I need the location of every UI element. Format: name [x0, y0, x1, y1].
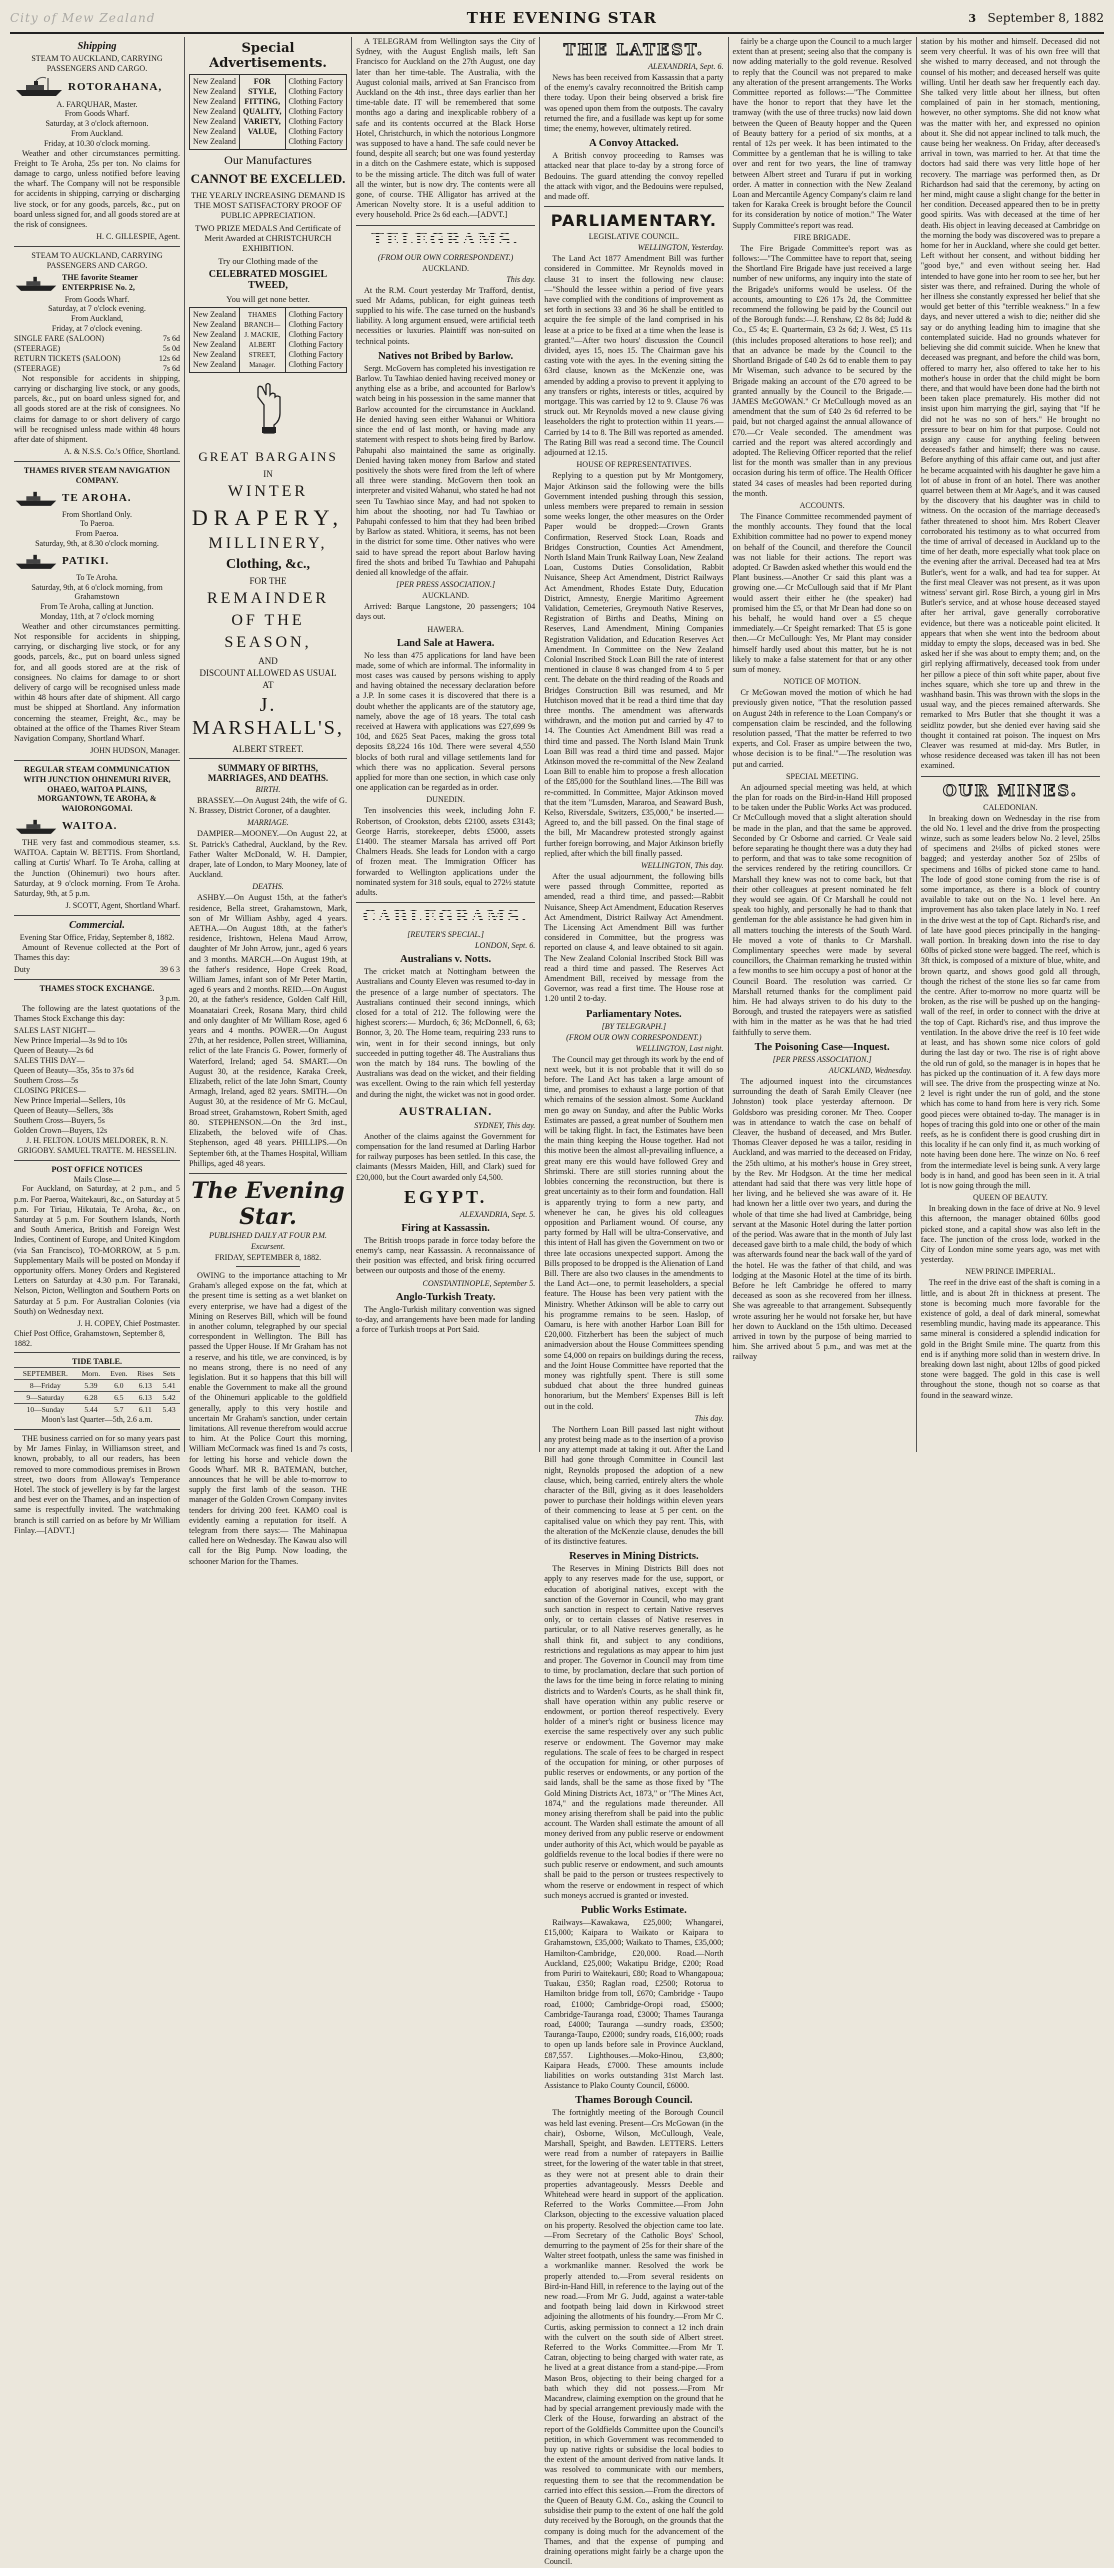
dunedin-dateline: DUNEDIN.	[426, 795, 465, 805]
ga-line: DISCOUNT ALLOWED AS USUAL	[199, 668, 337, 678]
ad1-ret: From Auckland.	[71, 128, 123, 138]
exchange-row: New Prince Imperial—Sellers, 10s	[14, 1096, 126, 1106]
ad4-manager: JOHN HUDSON, Manager.	[90, 746, 180, 756]
divider	[14, 1160, 180, 1161]
finlay-advert: THE business carried on for so many years past by Mr James Finlay, in Williamson street, and known, probably, to all our readers, has been removed to more commodious premises in Brown street, two doors from Alloway's Temperance Hotel. The stock of jewellery is by far the largest and best ever on the Thames, and an inspection of same is respectfully invited. The watchmaking branch is still carried on as before by Mr William Finlay.—[ADVT.]	[14, 1434, 180, 1535]
column-1	[10, 37, 185, 1535]
divider	[189, 1173, 347, 1174]
tide-title: TIDE TABLE.	[72, 1357, 122, 1367]
ad2-title: STEAM TO AUCKLAND, CARRYING PASSENGERS AND CARGO.	[31, 251, 163, 270]
ad2-agent: A. & N.S.S. Co.'s Office, Shortland.	[64, 447, 180, 457]
mosgiel-tweed: CELEBRATED MOSGIEL TWEED,	[208, 269, 328, 291]
exchange-row: CLOSING PRICES—	[14, 1086, 86, 1096]
cablegrams-heading: CABLEGRAMS.	[356, 907, 535, 927]
ad1-ship-row	[14, 76, 180, 98]
queen-of-beauty-heading: QUEEN OF BEAUTY.	[973, 1193, 1048, 1203]
tide-table	[14, 1367, 180, 1415]
house-heading: HOUSE OF REPRESENTATIVES.	[576, 460, 692, 470]
ga-line: J. MARSHALL'S,	[192, 694, 344, 739]
shipping-heading: Shipping	[77, 41, 117, 52]
alexandria-dateline: ALEXANDRIA, Sept. 5.	[459, 1209, 536, 1219]
deaths-heading: DEATHS.	[252, 882, 284, 892]
try-clothing: Try our Clothing made of the	[218, 256, 318, 266]
notice-heading: NOTICE OF MOTION.	[783, 677, 861, 687]
fare-row: SINGLE FARE (SALOON) 7s 6d	[14, 333, 180, 343]
ad1-ship: ROTORAHANA,	[68, 80, 163, 93]
marriage-heading: MARRIAGE.	[247, 818, 289, 828]
exchange-list	[14, 1026, 180, 1136]
ga-line: MILLINERY,	[208, 535, 328, 552]
divider	[14, 760, 180, 761]
house2-body: After the usual adjournment, the following bills were passed through Committee, reported as amended, read a third time, and passed:—Rabbit Nuisance, Sheep Act Amendment, Education Reserves Act Amendment, District Railway Act Amendment. The Licensing Act Amendment Bill was further considered in Committee, but the progress was reported on clause 4, and leave obtained to sit again. The New Zealand Colonial Inscribed Stock Bill was read a third time and passed. The Reserves Act Amendment Bill, received by message from the Governor, was read a first time. The House rose at 1.20 until 2 to-day.	[544, 872, 724, 1004]
ad3-from: From Shortland Only.	[62, 509, 132, 519]
ad1-agent: H. C. GILLESPIE, Agent.	[96, 232, 180, 242]
nz-left: New Zealand New Zealand New Zealand New Zealand New Zealand New Zealand	[193, 310, 236, 369]
post-body: For Auckland, on Saturday, at 2 p.m., and 5 p.m. For Paeroa, Waitekauri, &c., on Saturday at 5 p.m. For Tiriau, Hikutaia, Te Aroha, &c., on Saturday at 5 p.m. For Southern Islands, North and South America, British and Foreign West Indies, Continent of Europe, and United Kingdom (via San Francisco), TO-MORROW, at 5 p.m. Supplementary Mails will be posted on Monday if opportunity offers. Money Orders and Registered Letters on Saturday at 4.30 p.m. For Taranaki, Nelson, Picton, Wellington and Southern Ports on Saturday at 5 p.m. For Australian Colonies (via South) on Wednesday next.	[14, 1184, 180, 1316]
steamer-icon	[14, 816, 58, 836]
intro-notes: A TELEGRAM from Wellington says the City of Sydney, with the August English mails, left San Francisco for Auckland on the 27th August, one day later than her time-table. The Australia, with the August colonial mails, arrived at San Francisco from Auckland on the 4th inst., three days earlier than her time-table date. IT will be remembered that some months ago a daring and inexplicable robbery of a safe and its contents occurred at the Black Horse Hotel, Christchurch, in which the notorious Longmore was supposed to have a hand. The safe could never be found, despite all search; but one was found yesterday in a ditch on the Cashmere estate, which is supposed to be the missing article. The ditch was full of water all the winter, but is now dry. The contents were all gone, of course. THE Alligator has arrived at the American Novelty store. It is a useful addition to every household. Price 2s 6d each.—[ADVT.]	[356, 37, 536, 220]
divider	[14, 915, 180, 916]
column-5	[729, 37, 917, 1452]
exchange-row: SALES THIS DAY—	[14, 1056, 85, 1066]
ad4-to: To Te Aroha.	[76, 572, 118, 582]
steamer-icon	[14, 551, 58, 571]
auckland-body: At the R.M. Court yesterday Mr Trafford, dentist, sued Mr Adams, publican, for eight guineas teeth supplied to his wife. The case turned on the husband's liability. A long argument ensued, were artificial teeth necessities or luxuries. Plaintiff was non-suited on technical points.	[356, 285, 536, 346]
issue-date: September 8, 1882	[987, 11, 1104, 25]
poisoning-heading: The Poisoning Case—Inquest.	[754, 1041, 890, 1053]
auckland2-body: Arrived: Barque Langstone, 20 passengers; 104 days out.	[356, 602, 536, 622]
legislative-heading: LEGISLATIVE COUNCIL.	[588, 232, 679, 242]
hawera-dateline: HAWERA.	[427, 624, 464, 634]
ad4-ship: PATIKI.	[62, 554, 110, 567]
nz2-mid: THAMES BRANCH—J. MACKIE, ALBERT STREET, Manager.	[239, 308, 286, 372]
notice-body: Cr McGowan moved the motion of which he had previously given notice, "That the resolution passed on August 24th in reference to the Loan Company's or compensation claim be rescinded, and the following resolution passed, 'That the matter be referred to two experts, and Col. Fraser as umpire between the two, whose decision is to be final.'"—The resolution was put and carried.	[732, 688, 912, 769]
ga-line: Clothing, &c.,	[226, 557, 310, 572]
australian-body: Another of the claims against the Government for compensation for the land resumed at Darling Harbor for railway purposes has been settled. In this case, the claimants (Messrs Maiden, Hill, and Clark) sued for £20,000, but the Court awarded only £4,500.	[356, 1131, 536, 1182]
fire-brigade-body: The Fire Brigade Committee's report was as follows:—"The Committee have to report that, seeing the Shortland Fire Brigade have just received a large number of new uniforms, any inquiry into the state of the Brigade's uniforms would be useless. Of the accounts, amounting to £26 17s 2d, the Committee recommend the following be paid by the Council out of the Borough funds:—J. Renshaw, £2 8s 8d; Judd & Co., £5 4s; E. Quartermain, £3 2s 6d; J. West, £5 11s (this includes proposed alterations to hose reel); and that an advance be made by the Council to the Shortland Brigade of £40 2s 6d to enable them to pay Mr Wiseman, such advance to be secured by the Brigade making an account of the £70 agreed to be granted annually by the Council to the Brigade.—JAMES McGOWAN." Cr McCullough moved as an amendment that the sum of £40 2s 6d referred to be paid, but not charged against the annual allowance of £70.—Cr Veale seconded. The amendment was carried and the report was altered accordingly and adopted. The Relieving Officer reported that the relief list for the month was smaller than in any previous occasion during his term of office. The Health Officer stated 34 cases of measles had been reported during the month.	[732, 243, 912, 498]
ad3-ship-row	[14, 488, 180, 508]
birth-notice: BRASSEY.—On August 24th, the wife of G. N. Brassey, District Coroner, of a daughter.	[189, 796, 347, 816]
reuters-special: [REUTER'S SPECIAL.]	[407, 930, 485, 940]
star-sub: PUBLISHED DAILY AT FOUR P.M.	[209, 1230, 327, 1240]
ad1-from: From Goods Wharf.	[64, 109, 130, 119]
fit-line: You will get none better.	[226, 294, 310, 304]
latest-body: News has been received from Kassassin that a party of the enemy's cavalry reconnoitred the British camp there today. Upon their being observed a brisk fire was opened upon them from the outposts. The cavalry returned the fire, and a fusillade was kept up for some time; the enemy, however, ultimately retired.	[544, 73, 724, 134]
fare-row: RETURN TICKETS (SALOON) 12s 6d	[14, 353, 180, 363]
divider	[544, 206, 723, 207]
ad2-ship-row	[14, 273, 180, 293]
ga-line: DRAPERY,	[191, 505, 345, 530]
new-prince-heading: NEW PRINCE IMPERIAL.	[965, 1267, 1056, 1277]
by-telegraph: [BY TELEGRAPH.]	[601, 1021, 667, 1031]
ga-line: WINTER	[227, 483, 309, 500]
sydney-dateline: SYDNEY, This day.	[474, 1120, 536, 1130]
our-mines-heading: OUR MINES.	[942, 780, 1079, 800]
telegrams-sub: (FROM OUR OWN CORRESPONDENT.)	[377, 252, 514, 262]
wellington-dateline: WELLINGTON, Yesterday.	[637, 243, 724, 253]
pointing-hand-icon	[189, 383, 347, 439]
egypt-heading: EGYPT.	[404, 1186, 488, 1207]
ad2-body: Not responsible for accidents in shipping, carrying or discharging live stock, or any goods, parcels, &c., put on board unless signed for, and all goods stored are at the risk of consignees. No claims for damage to or short delivery of cargo will be recognised unless made within 48 hours after date of shipment.	[14, 373, 180, 444]
council-continued: fairly be a charge upon the Council to a much larger extent than at present; seeing also that the company is now adding materially to the gold revenue. Resolved to reply that the Council was not prepared to make any alteration of the present arrangements. The Works Committee reported as follows:—"The Committee have the honor to report that they have let the tramway (with the use of three trucks) now laid down between the Queen of Beauty hopper and the Queen of Beauty battery for a period of six months, at a rental of 12s per week. It has been intimated to the Committee by a gentleman that he is willing to take over and rent for two years, the line of tramway between Albert street and Turaru if put in working order. A matter in connection with the New Zealand Loan and Mercantile Agency Company's claim re land taken for Karaka Creek is brought before the Council for its consideration by notice of motion." The Water Supply Committee's report was read.	[732, 37, 912, 230]
commercial-office: Evening Star Office, Friday, September 8, 1882.	[19, 933, 175, 942]
fire-brigade-heading: FIRE BRIGADE.	[793, 232, 851, 242]
yearly-demand: THE YEARLY INCREASING DEMAND IS THE MOST SATISFACTORY PROOF OF PUBLIC APPRECIATION.	[190, 190, 346, 220]
fare-row: (STEERAGE) 5s 0d	[14, 343, 180, 353]
tide-row: 10—Sunday 5.44 5.7 6.11 5.43	[14, 1404, 180, 1416]
nz-left: New Zealand New Zealand New Zealand New Zealand New Zealand New Zealand New Zealand	[193, 77, 236, 146]
from-own: (FROM OUR OWN CORRESPONDENT.)	[566, 1032, 702, 1042]
parliamentary-heading: PARLIAMENTARY.	[550, 211, 717, 231]
nz-clothing-table	[189, 74, 347, 150]
ad4-mon: Monday, 11th, at 7 o'clock morning	[40, 611, 154, 621]
firing-body: The British troops parade in force today before the enemy's camp, near Kassassin. A reconnaissance of their position was effected, and brisk firing occurred between our outposts and those of the enemy.	[356, 1235, 536, 1276]
nz-mid: FOR STYLE, FITTING, QUALITY, VARIETY, VALUE,	[239, 75, 286, 149]
ad1-fri: Friday, at 10.30 o'clock morning.	[43, 138, 150, 148]
cannot-be-excelled: CANNOT BE EXCELLED.	[190, 171, 346, 186]
northern-loan-body: The Northern Loan Bill passed last night without any protest being made as to the insertion of a proviso nor any attempt made at taking it out. After the Land Bill had gone through Committee in Council last night, Reynolds proposed the adoption of a new clause, which, being carried, entirely alters the whole character of the Bill, giving as it does leaseholders power to purchase their holdings within eleven years of their commencing to lease at 5 per cent. on the capitalised value on which they pay rent. This, with the alteration of the McKenzie clause, denudes the bill of its distinctive features.	[544, 1424, 724, 1546]
thames-nav-title: THAMES RIVER STEAM NAVIGATION COMPANY.	[23, 466, 171, 485]
australian-heading: AUSTRALIAN.	[398, 1103, 493, 1118]
anglo-turkish-heading: Anglo-Turkish Treaty.	[395, 1291, 496, 1303]
prize-medals: TWO PRIZE MEDALS And Certificate of Merit Awarded at CHRISTCHURCH EXHIBITION.	[195, 223, 341, 253]
fare-row: (STEERAGE) 7s 6d	[14, 363, 180, 373]
auckland-dateline: AUCKLAND.	[422, 263, 470, 273]
divider	[14, 979, 180, 980]
ad5-ship: WAITOA.	[62, 819, 118, 832]
ad4-body: Weather and other circumstances permitting. Not responsible for accidents in shipping, carrying, or discharging live stock, or for any goods, parcels, &c., put on board unless signed for, and all goods stored are at the risk of consignees. No claims for damage to or short delivery of cargo will be recognised unless made within 48 hours after date of shipment. All cargo must be shipped at Shortland. Any information concerning the steamer, Freight, &c., may be obtained at the office of the Thames River Steam Navigation Company, Shortland Wharf.	[14, 621, 180, 743]
ad3-sat: Saturday, 9th, at 8.30 o'clock morning.	[35, 538, 159, 548]
borough-council-body: The fortnightly meeting of the Borough Council was held last evening. Present—Crs McGowan (in the chair), Osborne, Wilson, McCullough, Veale, Marshall, Speight, and Bawden. LETTERS. Letters were read from a number of ratepayers in Baillie street, for the lowering of the water table in that street, as they were not at present able to drain their properties advantageously. Messrs Deeble and Whitehead were heard in support of the application. Referred to the Works Committee.—From John Clarkson, objecting to the excessive valuation placed on his property. Resolved the objection came too late.—From Secretary of the Catholic Boys' School, demurring to the payment of 25s for their share of the Walter street footpath, unless the same was finished in a workmanlike manner. Resolved the work be properly attended to.—From several residents on Bird-in-Hand Hill, in reference to the laying out of the new road.—From Mr G. Judd, against a water-table and footpath being laid down in Kirkwood street adjoining the allotments of his foundry.—From Mr C. Curtis, asking permission to connect a 12 inch drain with the culvert on the south side of Albert street. Referred to the Works Committee.—From Mr T. Catran, objecting to being charged with water rate, as he lived at a great distance from a stand-pipe.—From Mason Bros, objecting to their being charged for a bath which they did not possess.—From Mr Macandrew, claiming exemption on the ground that he had by special arrangement previously made with the Clerk of the House, forwarding an abstract of the report of the Goldfields Committee upon the Council's petition, in which Government was recommended to buy up native rights or subsidise the local bodies to the extent of the amount derived from native lands. It was resolved to communicate with our members, requesting them to see that the recommendation be carried into effect this session.—From the directors of the Queen of Beauty G.M. Co., asking the Council to subsidise their pump to the extent of one half the gold duty received by the Borough, on the grounds that the company is doing much for the advancement of the Thames, and that the expense of pumping and draining operations might fairly be a charge upon the Council.	[544, 2108, 724, 2567]
ad5-agent: J. SCOTT, Agent, Shortland Wharf.	[65, 901, 180, 911]
divider	[14, 246, 180, 247]
tide-row: 8—Friday 5.39 6.0 6.13 5.41	[14, 1380, 180, 1392]
deaths-notice: ASHBY.—On August 15th, at the father's residence, Bella street, Grahamstown, Mark, son of Mr William Ashby, aged 4 years. AETHA.—On August 18th, at the father's residence, Irishtown, Helena Maud Arrow, daughter of Mr John Arrow, junr., aged 6 years and 3 months. MARCH.—On August 19th, at the father's residence, Hope Creek Road, William James, infant son of Mr Peter Martin, aged 6 years and 2 months. REID.—On August 20, at the father's residence, Golden Calf Hill, Moanataiari Creek, Rosana Mary, third child and only daughter of Mr William Rose, aged 6 years and 4 months. POWER.—On August 27th, at her residence, Pollen street, Williamina, relict of the late Francis G. Power, formerly of Waterford, Ireland; aged 54. SMART.—On August 30, at the residence, Karaka Creek, Elizabeth, relict of the late John Smart, County Armagh, Ireland, aged 82 years. SMITH.—On August 30, at the residence of Mr G. McCaul, Broad street, Grahamstown, Robert Smith, aged 80. STEPHENSON.—On the 3rd inst., Elizabeth, the beloved wife of Chas. Stephenson, aged 48 years. PHILLIPS.—On September 6th, at the Thames Hospital, William Phillips, aged 48 years.	[189, 893, 347, 1168]
divider	[14, 1429, 180, 1430]
ad5-body: THE very fast and commodious steamer, s.s. WAITOA. Captain W. BETTIS. From Shortland, calling at Curtis' Wharf. To Te Aroha, calling at the Junction (Ohinemuri) two hours after. Saturday, at 9 o'clock morning. From Te Aroha. Saturday, 9th, at 5 p.m.	[14, 837, 180, 898]
marshall-advert	[189, 449, 347, 754]
divider	[921, 776, 1100, 777]
exchange-row: Queen of Beauty—35s, 35s to 37s 6d	[14, 1066, 134, 1076]
reserves-body: The Reserves in Mining Districts Bill does not apply to any reserves made for the use, support, or education of aboriginal natives, except with the sanction of the Governor in Council, who may grant such sanction in respect to certain Native reserves only, or to certain classes of Native reserves in particular, or to all Native reserves generally, as he shall think fit, and subject to any conditions, restrictions and regulations as may appear to him just and proper. The Governor in Council may from time to time, by proclamation, declare that such portion of the laws for the time being in force relating to mining districts and to Warden's Courts, as he shall think fit, shall have operation within any public reserve or endowment, or portion thereof respectively. Every holder of a miner's right or business licence may exercise the same respectively over any such public reserve or endowment. The Governor may make regulations. The scale of fees to be charged in respect of the occupation for mining, or other purposes of public reserves or endowments, or any portion of the said lands, shall be the same as those fixed by "The Gold Mining Districts Act, 1873," or "The Mines Act, 1874," and the regulations made thereunder. All money arising therefrom shall be paid into the public account. The Warden shall estimate the amount of all money derived from any public reserve or endowment under authority of this Act, which would be payable as goldfields revenue to the local bodies if there were no such public reserve or endowment, and such amounts shall be paid to the person or trustees respectively to whom the reserve or endowment in respect of which such moneys accrued is granted or invested.	[544, 1564, 724, 1900]
moon-phase: Moon's last Quarter—5th, 2.6 a.m.	[41, 1415, 153, 1425]
special-meeting-body: An adjourned special meeting was held, at which the plan for roads on the Bird-in-Hand Hill proposed to be taken under the Public Works Act was produced. Cr McCullough moved that a slight alteration should be made in the plan, and that the same be approved. Seconded by Cr Osborne and carried. Cr Veale said before separating he thought there was a duty they had to perform, and that was to take some recognition of the services rendered by the retiring councillors. Cr Marshall they knew was not to come back, but that their other colleagues at present nominated he felt they would see again. Of Cr Marshall he could not speak too highly, and personally he had to thank that gentleman for the able assistance he had given him in all matters touching the interests of the South Ward. He moved a vote of thanks to Cr Marshall. Complimentary speeches were made by several councillors, the Chairman remarking he trusted within a few months to see him occupy a post of honor at the Council Board. The resolution was carried. Cr Marshall returned thanks for the compliment paid him. He had always striven to do his duty to the Borough, and trusted the ratepayers were as satisfied with him in the matter as he was that he had tried faithfully to serve them.	[732, 782, 912, 1037]
divider	[356, 902, 535, 903]
exchange-row: Golden Crown—Buyers, 12s	[14, 1126, 108, 1136]
reserves-heading: Reserves in Mining Districts.	[569, 1551, 699, 1563]
exchange-title: THAMES STOCK EXCHANGE.	[39, 984, 155, 994]
wellington-dateline-2: WELLINGTON, This day.	[640, 861, 724, 871]
parl-notes-heading: Parliamentary Notes.	[586, 1008, 682, 1020]
convoy-body: A British convoy proceeding to Ramses was attacked near that place to-day by a strong force of Bedouins. The guard attending the convoy repelled the attack with vigor, and the Bedouins were repulsed, and made off.	[544, 151, 724, 202]
duty-row: Duty 39 6 3	[14, 965, 180, 975]
alexandria-dateline: ALEXANDRIA, Sept. 6.	[648, 62, 724, 71]
column-4	[540, 37, 728, 2567]
masthead	[10, 4, 1104, 34]
poisoning-dateline: AUCKLAND, Wednesday.	[828, 1065, 912, 1075]
post-office: Chief Post Office, Grahamstown, September 8, 1882.	[14, 1328, 165, 1348]
divider	[14, 1352, 180, 1353]
london-dateline: LONDON, Sept. 6.	[475, 941, 536, 951]
commercial-heading: Commercial.	[69, 920, 125, 931]
tide-row: 9—Saturday 6.28 6.5 6.13 5.42	[14, 1392, 180, 1404]
ga-line: SEASON,	[224, 634, 312, 651]
exchange-intro: The following are the latest quotations of the Thames Stock Exchange this day:	[14, 1003, 180, 1023]
post-sub: Mails Close—	[73, 1174, 121, 1184]
exchange-row: Southern Cross—5s	[14, 1076, 79, 1086]
exchange-time: 3 p.m.	[159, 994, 180, 1003]
star-date: FRIDAY, SEPTEMBER 8, 1882.	[214, 1252, 322, 1262]
special-ads-heading: Special Advertisements.	[209, 41, 327, 71]
ga-line: FOR THE	[249, 576, 287, 586]
ad2-ship: THE favorite Steamer ENTERPRISE No. 2,	[62, 272, 138, 292]
brokers: J. H. FELTON. LOUIS MELDOREK, R. N. GRIGOBY. SAMUEL TRATTE. M. HESSELIN.	[17, 1136, 177, 1155]
ad3-paeroa: From Paeroa.	[75, 529, 119, 539]
caledonian-heading: CALEDONIAN.	[983, 802, 1038, 812]
borough-council-heading: Thames Borough Council.	[575, 2095, 693, 2107]
house-body: Replying to a question put by Mr Montgomery, Major Atkinson said the following were the bills Government intended pushing through this session, unless members were prepared to remain in session some weeks longer, the other measures on the Order Paper would be dropped:—Crown Grants Confirmation, Reserved Stock Loan, Roads and Bridges Construction, Counties Act Amendment, North Island Main Trunk Railway Loan, New Zealand Loan, Customs Duties Consolidation, Rabbit Nuisance, Sheep Act Amendment, District Railways Act Amendment, Rhodes Estate Duty, Education District, Amnesty, Energie Maritimo Agreement Validation, Cemeteries, Greymouth Native Reserves, Registration of Births and Deaths, Mining on Reserves, Land Amendment, Mining Companies Registration Validation, and Education Reserves Act Amendment. In Committee on the New Zealand Colonial Inscribed Stock Loan Bill the rate of interest mentioned in clause 8 was changed from 4 to 5 per cent. The debate on the third reading of the Roads and Bridges Construction Bill was resumed, and Mr Hutchison moved that it be read a third time that day three months. The amendment was afterwards withdrawn, and the motion put and carried by 47 to 14. The Counties Act Amendment Bill was read a third time and passed. The North Island Main Trunk Loan Bill was read a third time and passed. Major Atkinson moved the re-committal of the New Zealand Loan Bill to enable him to propose a fresh allocation of the £85,000 for the Southland lines.—The Bill was re-committed. In Committee, Major Atkinson moved that the item "Lumsden, Mararoa, and Seaward Bush, Kelso, Riversdale, Switzers, £35,000," be inserted.—Agreed to, and the bill passed. On the final stage of the bill, Mr Macandrew protested strongly against further foreign borrowing, and Major Atkinson briefly replied, after which the bill finally passed.	[544, 471, 724, 858]
public-works-body: Railways—Kawakawa, £25,000; Whangarei, £15,000; Kaipara to Waikato or Kaipara to Grahamstown, £35,000; Waikato to Thames, £35,000; Hamilton-Cambridge, £20,000. Road.—North Auckland, £25,000; Wakatipu Bridge, £200; Road from Puriri to Waitekauri, £80; Road to Whangapoua; Tuakau, £350; Raglan road, £2500; Rotorua to Hamilton bridge from toll, £670; Cambridge - Taupo road, £1000; Cambridge-Oropi road, £5000; Cambridge-Tauranga road, £3000; Thames Tauranga road, £4000; Tauranga —sundry roads, £3500; Tauranga-Taupo, £2000; sundry roads, £16,000; roads to open up lands before sale in Province Auckland, £87,557. Lighthouses.—Moko-Hinou, £3,800; Kaipara Heads, £7000. These amounts include liabilities on works outstanding 31st March last. Assistance to Plako County Council, £6000.	[544, 1917, 724, 2091]
this-day: This day.	[506, 274, 536, 284]
ga-line: IN	[263, 469, 273, 479]
ga-line: AND	[258, 656, 278, 666]
ad4-from: From Te Aroha, calling at Junction.	[40, 602, 154, 612]
nz-right: Clothing Factory Clothing Factory Clothing Factory Clothing Factory Clothing Factory Clothing Factory	[288, 310, 343, 369]
page-number: 3	[968, 12, 977, 25]
nz-clothing-table-2	[189, 307, 347, 373]
accounts-body: The Finance Committee recommended payment of the monthly accounts. They found that the local Exhibition committee had no power to expend money on behalf of the Council, and therefore the Council was not liable for their actions. The report was adopted. Cr Bawden asked whether this would end the Plant business.—Another Cr said this plant was a growing one.—Cr McCullough said that if Mr Plant would assert their either he (the speaker) had promised him the £5, or that Mr Dean had done so on his behalf, he would hand over a £5 cheque immediately.—Cr Speight remarked: That £5 is gone then.—Cr McCullough: Yes, Mr Plant may consider himself hardly used about this matter, but he is not likely to make a false statement for that or any other sum of money.	[732, 511, 912, 674]
accounts-heading: ACCOUNTS.	[799, 500, 845, 510]
marriage-notice: DAMPIER—MOONEY.—On August 22, at St. Patrick's Cathedral, Auckland, by the Rev. Father Walter McDonald, W. H. Dampier, draper, late of London, to Mary Mooney, late of Auckland.	[189, 829, 347, 880]
natives-heading: Natives not Bribed by Barlow.	[378, 350, 514, 362]
convoy-heading: A Convoy Attacked.	[589, 138, 679, 150]
birth-heading: BIRTH.	[255, 785, 281, 794]
telegrams-heading: TELEGRAMS.	[356, 230, 535, 250]
ga-line: OF THE	[231, 612, 305, 629]
ad4-ship-row	[14, 551, 180, 571]
poisoning-press: [PER PRESS ASSOCIATION.]	[772, 1054, 872, 1064]
star-motto: Excursent.	[251, 1241, 285, 1251]
ad3-ship: TE AROHA.	[62, 491, 132, 504]
wellington-last-night: WELLINGTON, Last night.	[635, 1043, 724, 1053]
evening-star-nameplate: The Evening Star.	[191, 1177, 345, 1230]
caledonian-body: In breaking down on Wednesday in the rise from the old No. 1 level and the drive from the prospecting winze, such as some leaders below No. 2 level, 25lbs of specimens and 2½lbs of picked stones were bagged; and yesterday another 5oz of 25lbs of specimens and 16lbs of picked stone came to hand. The lode of good stone coming from the rise is of some importance, as there is a block of country available to take out on the No. 1 level here. An improvement has also taken place lately in No. 1 reef in the drive west at the top of Capt. Richard's rise, and of late have good pieces principally in the hanging-wall portion. In breaking down into the rise to day 60lbs of picked stone were bagged. The reef, which is 3ft thick, is composed of a mixture of blue, white, and brown quartz, and shows good gold all through, though the richest of the stone lies so far came from the centre. After to-morrow no more quartz will be broken, as the rise will be pushed up on the hanging-wall of the reef, in order to connect with the drive at the top of Capt. Richard's rise, and thus improve the ventilation. In the above drive the reef is 10 feet wide at least, and has shown some nice colors of gold during the last day or two. The rise is of right above the old run of gold, so the manager is in hopes that he has picked up the continuation of it. A few days more will see. The drive from the prospecting winze at No. 2 level is right under the run of gold, and the stone which has come to hand from here is very rich. Some good pieces were obtained to-day. The manager is in hopes of tracing this gold into one or other of the main reefs, as he is confident there is good crushing dirt in this locality if he can only find it, as much working of note having been done here. The winze on No. 6 reef from the intermediate level is being sunk. A very large body is in hand, and good has been seen in it. A trial lot is now going through the mill.	[920, 813, 1100, 1190]
ga-line: AT	[262, 680, 274, 690]
ad2-ret: From Auckland,	[71, 314, 123, 324]
divider	[356, 225, 535, 226]
ga-line: ALBERT STREET.	[232, 744, 304, 754]
editorial: OWING to the importance attaching to Mr Graham's alleged expose on the fat, which at the present time is setting as a wet blanket on every enterprise, we have had a digest of the Mining on Reserves Bill, which will be found in another column, telegraphed by our special correspondent in Wellington. The Bill has passed the Upper House. If Mr Graham has not a reserve, and his title, we are convinced, is by no means strong, there is no need of any legislation. But it so happens that this bill will enable the Government to make all the ground of the Ohinemuri applicable to the goldfield generally, apply to this very hostile and uncertain Mr Graham's sanction, under certain limitations. All revenue therefrom would accrue to him. At the Police Court this morning, William McCormack was fined 1s and 7s costs, for letting his horse and vehicle down the Goods Wharf. MR R. BATEMAN, butcher, announces that he will be able to-morrow to supply the first lamb of the season. THE manager of the Golden Crown Company invites tenders for driving 200 feet. KAMO coal is evidently earning a reputation for itself. A telegram from there says:— The Mahinapua called here on Wednesday. The Kawau also will call for the Big Pump. Now loading, the schooner Marion for the Thames.	[189, 1270, 347, 1566]
queen-of-beauty-body: In breaking down in the face of drive at No. 9 level this afternoon, the manager obtained 60lbs good picked stone, and a capital show was also left in the face. The junction of the cross lode, worked in the City of London mine some years ago, was met with yesterday.	[920, 1204, 1100, 1265]
latest-heading: THE LATEST.	[563, 40, 705, 59]
ad2-sat: Saturday, at 7 o'clock evening.	[48, 304, 146, 314]
ad5-ship-row	[14, 816, 180, 836]
divider	[189, 758, 347, 759]
steamer-icon	[14, 273, 58, 293]
this-day: This day.	[694, 1413, 724, 1423]
land-sale-body: No less than 475 applications for land have been made, some of which are informal. The informality in most cases was caused by persons wishing to apply and having obtained the necessary declaration before a J.P. In some cases it is discovered that there is a doubt whether the applicants are of the statutory age, namely, above the age of 18 years. The total cash received at Hawera with applications was £27,699 9s 10d, and £625 Seat Paces, making the gross total deposits £8,224 16s 10d. There were several 4,550 blocks of both rural and village settlements land for which there was no application. Several persons applied for more than one section, in which case only one application can be regarded as in order.	[356, 650, 536, 793]
poisoning-continued: station by his mother and himself. Deceased did not seem very cheerful. It was of his own free will that she wished to marry deceased, and not through the counsel of his mother; and deceased herself was quite willing. Until her death saw her frequently each day. She talked very little about her illness, but often complained of pain in her stomach, mentioning, however, no other symptoms. She did not know what was the matter with her, and expressed no opinion about it. She did not appear inclined to talk much, the cause being her weakness. On Friday, after deceased's arrival in town, was married to her. At that time the doctors had said there was very little hope of her recovery. The marriage was performed then, as Dr Richardson had said that the ceremony, by acting on her mind, might cause a slight change for the better in her condition. Deceased appeared then to be in pretty good spirits. Was with deceased at the time of her death. His object in leaving deceased at Cambridge on the morning the body was discovered was to prepare a home for her in Auckland, where she could get better. Left without her consent, and without bidding her "good bye," and even without seeing her. Had intended to have gone into her room to see her, but her sister was there, and refrained. During the whole of her illness she constantly expressed her belief that she would get better of this "terrible weakness." In a few days, and never uttered a wish to die; neither did she say or do anything leading him to imagine that she contemplated suicide. Had no grounds whatever for believing she did commit suicide. When he knew that deceased was pregnant, and before the child was born, offered to marry her, also offered to take her to his mother's house in order that the child might be born there, and that would have been done had the birth not been taken place prematurely. His mother did not insist upon him marrying the girl, saying that "If he did not he was no son of hers." He brought no pressure to bear on him for that purpose. Could not assign any cause for anything feeling between deceased's father and himself; there was no cause. Before anything of this affair came out, and just after he became acquainted with his daughter he gave him a lot of abuse in front of an hotel. There was another quarrel between them at Mr Aage's, and it was caused by the discovery that his daughter was in child to witness. On the occasion of the marriage deceased's father threatened to shoot him. Mrs Robert Cleaver corroborated his testimony as to what occurred from the time of arrival of deceased in Auckland up to the time of her death, more especially what took place on the evening after the arrival. Deceased had tea at Mrs Butler's, went for a walk, and had tea for supper. At the first meal Cleaver was not present, as it was upon witness' servant girl. Rose Birch, a young girl in Mrs Butler's service, and at whose house deceased stayed after her arrival, gave generally corroborative evidence, but there was a noticeable point elicited. It appears that when she went into the bedroom about midday to empty the slops, deceased was in bed. She asked her if she was about to empty them; and, on the girl replying affirmatively, deceased took from under her pillow a piece of thin soft white paper, about five inches square, which she tore up and threw in the washhand basin. This was thrown with the slops in the usual way, and the pieces remained afterwards. She remarked to Mrs Butler that she thought it was a seidlitz powder, but she denied ever having said she thought it contained rat poison. The inquest on Mrs Cleaver was resumed at mid-day. Mrs Butler, in whose residence deceased was taken ill has not been examined.	[920, 37, 1100, 771]
public-works-heading: Public Works Estimate.	[581, 1904, 687, 1916]
exchange-row: New Prince Imperial—3s 9d to 10s	[14, 1036, 128, 1046]
summary-heading: SUMMARY OF BIRTHS, MARRIAGES, AND DEATHS.	[207, 763, 329, 783]
cricket-body: The cricket match at Nottingham between the Australians and County Eleven was resumed to-day in the presence of a large number of spectators. The Australians continued their second innings, which closed for a total of 212. The following were the highest scorers:— Murdoch, 6; 36; McDonnell, 6, 63; Bonnor, 3, 20. The Home team, requiring 233 runs to win, went in for their second innings, but only succeeded in putting together 48. The Australians thus won the match by 184 runs. The bowling of the Australians was dead on the wicket, and their fielding was excellent. Owing to the rain which fell yesterday and during the night, the wicket was not in good order.	[356, 967, 536, 1099]
ad1-master: A. FARQUHAR, Master.	[56, 99, 138, 109]
divider	[14, 461, 180, 462]
special-meeting-heading: SPECIAL MEETING.	[786, 771, 859, 781]
ad4-sat: Saturday, 9th, at 6 o'clock morning, from Grahamstown	[31, 582, 163, 602]
mirror-text: City of Mew Zealand	[10, 11, 156, 25]
paper-title: THE EVENING STAR	[466, 9, 658, 27]
ga-line: REMAINDER	[206, 590, 330, 607]
land-sale-heading: Land Sale at Hawera.	[396, 637, 495, 649]
ad1-title: STEAM TO AUCKLAND, CARRYING PASSENGERS AND CARGO.	[31, 54, 163, 73]
exchange-row: Queen of Beauty—Sellers, 38s	[14, 1106, 114, 1116]
exchange-row: Southern Cross—Buyers, 5s	[14, 1116, 105, 1126]
cricket-heading: Australians v. Notts.	[400, 954, 492, 966]
nz-right: Clothing Factory Clothing Factory Clothing Factory Clothing Factory Clothing Factory Clothing Factory Clothing Factory	[288, 77, 343, 146]
exchange-row: Queen of Beauty—2s 6d	[14, 1046, 94, 1056]
steamer-icon	[14, 76, 64, 98]
tide-header: SEPTEMBER. Morn. Even. Rises Sets	[14, 1368, 180, 1380]
poisoning-body: The adjourned inquest into the circumstances surrounding the death of Sarah Emily Cleaver (nee Johnston) took place yesterday afternoon. Dr Goldsboro was presiding coroner. Mr Theo. Cooper was in attendance to watch the case on behalf of Cleaver, the husband of deceased, and Mrs Butler. Thomas Cleaver deposed he was a tailor, residing in Auckland, and was married to the deceased on Friday, the 25th ultimo, at his mother's house in Grey street, by the Rev. Mr Hodgson. At the time her medical attendant had said that there was very little hope of her living, and he believed she was aware of it. He had known her a little over two years, and during the whole of that time she had lived at Cambridge, being servant at the Masonic Hotel during the latter portion of the period. Was aware that in the month of July last deceased gave birth to a male child, the body of which was afterwards found near the back wall of the yard of the hotel. He was the father of that child, and was lodging at the Masonic Hotel at the time of its birth. Before he left Cambridge he offered to marry deceased as soon as she recovered from her illness. She was agreeable to that arrangement. Subsequently wrote assuring her he would not forsake her, but have her down to Auckland on the 15th ultimo. Deceased arrived in town by the purpose of being married to him. She arrived about 5 p.m., and was met at the railway	[732, 1076, 912, 1362]
ga-line: GREAT BARGAINS	[198, 449, 338, 464]
ad2-from: From Goods Wharf.	[64, 294, 130, 304]
ad3-to: To Paeroa.	[79, 519, 115, 529]
firing-heading: Firing at Kassassin.	[401, 1222, 490, 1234]
steamer-icon	[14, 488, 58, 508]
anglo-turkish-body: The Anglo-Turkish military convention was signed to-day, and arrangements have been made for landing a force of Turkish troops at Port Said.	[356, 1304, 536, 1335]
our-manufactures: Our Manufactures	[224, 153, 312, 167]
legislative-body: The Land Act 1877 Amendment Bill was further considered in Committee. Mr Reynolds moved in clause 31 to insert the following new clause:—"Should the lessee within a period of five years have complied with the conditions of improvement as set forth in sections 33 and 36 he shall be entitled to acquire the fee simple of the land comprised in his lease at a price to be fixed at a time when the lease is granted."—After two hours' discussion the Council divided, ayes 15, noes 15. The Chairman gave his casting vote with the ayes. In the evening sitting the 63rd clause, known as the McKenzie one, was amended by adding a proviso to prevent it applying to any transfers or rights, interests or titles, acquired by mortgage. This was carried by 12 to 9. Clause 76 was struck out. Mr Reynolds moved a new clause giving leaseholders the right to protection within 11 years.—Carried by 14 to 8. The Bill was reported as amended. The Rating Bill was read a second time. The Council adjourned at 12.15.	[544, 254, 724, 458]
fare-list	[14, 334, 180, 374]
column-2	[185, 37, 352, 1566]
parl-notes-body: The Council may get through its work by the end of next week, but it is not probable that it will do so before. The Land Act has taken a large amount of time, and promises to exhaust a large portion of that which remains of the session almost. Some Auckland men go away on Sunday, and after the Public Works Estimates are passed, a great number of Southern men will be taking flight. In fact, the Estimates have been the main thing keeping the House together. Had not this motive been the almost all-prevailing influence, a great many ere this would have followed Grey and Shrimski. There are still stories running about the lobbies concerning the reconstruction, but there is great uncertainty as to their form and foundation. Hall is apparently trying to form a new party, and whenever he can, he gives his old colleagues opposition and Parliament wound. Of course, any party formed by Hall will be ultra-Conservative, and this intent of Hall has given the Government on two or three late occasions unexpected support. Among the Bills proposed to be dropped is the Alienation of Land Bill. There are also two clauses in the amendments to the Land Act—one, to permit leaseholders, a special feature. The House has been very patient with the Ministry. Whether Atkinson will be able to carry out his programme remains to be seen. Haslop, of Oamaru, is here with another Harbor Loan Bill for £20,000. Fitzherbert has been the subject of much animadversion about the House Committees spending some £4,000 on repairs on buildings during the recess, and the Joint House Committee have reported that the money was rightfully spent. There is still some subdued chat about the three hundred guineas honorarium, but the Members' Expenses Bill is left out in the cold.	[544, 1054, 724, 1411]
column-3	[352, 37, 540, 1452]
press-association: [PER PRESS ASSOCIATION.]	[396, 580, 496, 590]
new-prince-body: The reef in the drive east of the shaft is coming in a little, and is about 2ft in thickness at present. The stone is becoming much more favorable for the existence of gold, a deal of dark mineral, somewhat resembling mundic, having made its appearance. This same mineral is considered a splendid indication for gold in the Bright Smile mine. The quartz from this end is if anything more solid than in western drive. In breaking down last night, about 12lbs of good picked stone were bagged. The gold in this case is well throughout the stone, though not so coarse as that found in the seaward winze.	[920, 1278, 1100, 1400]
divider	[236, 1266, 299, 1267]
post-title: POST OFFICE NOTICES	[51, 1164, 143, 1174]
column-6	[917, 37, 1104, 1452]
auckland2-dateline: AUCKLAND.	[422, 591, 470, 601]
post-sign: J. H. COPEY, Chief Postmaster.	[77, 1319, 180, 1329]
regular-steam-title: REGULAR STEAM COMMUNICATION WITH JUNCTION OHINEMURI RIVER, OHAEO, WAITOA PLAINS, MORGANTOWN, TE AROHA, & WAIORONGOMAI.	[23, 765, 171, 814]
ad2-fri: Friday, at 7 o'clock evening.	[51, 323, 143, 333]
columns	[10, 37, 1104, 2567]
ad1-sat: Saturday, at 3 o'clock afternoon.	[45, 119, 149, 129]
commercial-body: Amount of Revenue collected at the Port of Thames this day:	[14, 942, 180, 962]
constantinople-dateline: CONSTANTINOPLE, September 5.	[422, 1278, 536, 1288]
dunedin-body: Ten insolvencies this week, including John F. Robertson, of Crookston, debts £2100, assets £3143; George Harris, storekeeper, debts £5000, assets £1400. The steamer Marsala has arrived off Port Chalmers Heads. She leads for London with a cargo of frozen meat. The Immigration Officer has forwarded to Wellington applications under the nominated system for 318 souls, equal to 272½ statute adults.	[356, 806, 536, 898]
exchange-row: SALES LAST NIGHT—	[14, 1026, 96, 1036]
ad1-body: Weather and other circumstances permitting. Freight to Te Aroha, 25s per ton. No claims for damage to cargo, unless notified before leaving the wharf. The Company will not be responsible for accidents in shipping, carrying or discharging live stock, or for any goods, parcels, &c., put on board unless signed for, and all goods stored are at the risk of consignees.	[14, 148, 180, 229]
natives-body: Sergt. McGovern has completed his investigation re Barlow. Tu Tawhiao denied having received money or anything else as a bribe, and accounted for Barlow's watch being in his possession in the same manner that Barlow accounted for the circumstance in Auckland. He denied having seen either Wahanui or Whitiora since the end of last month, or having made any statement with respect to shots being fired by Barlow. Pahupahi also maintained the same as originally. Denied having taken money from Barlow and stated positively the shots were fired from the left of where all three were standing. McGovern then took an interpreter and visited Wahanui, who stated he had not seen Tu Tawhiao since May, and had not spoken to him about the shooting, nor had Tu Tawhiao or Pahupahi confessed to him that they had been bribed by Barlow as stated. Whitiora, it seems, has not been in the district for some time. Other natives who were said to have spread the report about Barlow having fired the shots and bribed Tu Tawhiao and Pahupahi denied all knowledge of the affair.	[356, 363, 536, 577]
